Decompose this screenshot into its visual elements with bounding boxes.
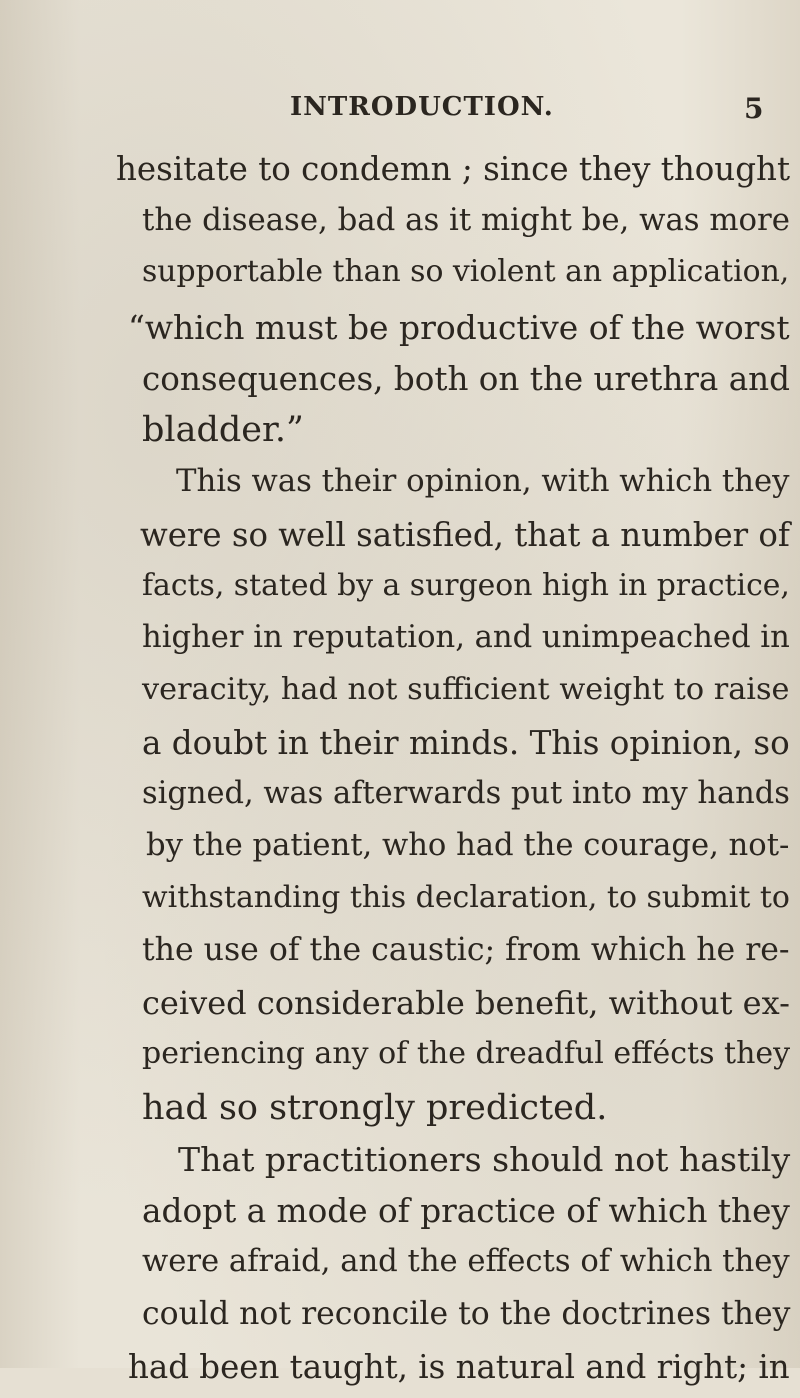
text-line: higher in reputation, and unimpeached in xyxy=(142,620,790,655)
text-line: facts, stated by a surgeon high in practice, xyxy=(142,568,790,603)
text-line: hesitate to condemn ; since they thought xyxy=(116,150,791,188)
text-line: consequences, both on the urethra and xyxy=(142,360,790,398)
text-line: This was their opinion, with which they xyxy=(176,464,790,499)
text-line: supportable than so violent an application, xyxy=(142,254,790,289)
text-line: were so well satisfied, that a number of xyxy=(140,516,790,554)
page-number: 5 xyxy=(744,92,764,125)
text-line: could not reconcile to the doctrines they xyxy=(142,1296,791,1332)
page-header xyxy=(0,92,800,132)
text-line: veracity, had not sufficient weight to raise xyxy=(142,672,790,707)
text-line: ceived considerable benefit, without ex- xyxy=(142,984,790,1022)
text-line: the use of the caustic; from which he re- xyxy=(142,932,790,968)
text-line: a doubt in their minds. This opinion, so xyxy=(142,724,790,762)
text-line: the disease, bad as it might be, was more xyxy=(142,202,790,238)
text-line: were afraid, and the effects of which they xyxy=(142,1244,790,1279)
text-line: withstanding this declaration, to submit to xyxy=(142,880,790,915)
text-line: periencing any of the dreadful effécts they xyxy=(142,1036,791,1071)
running-head: INTRODUCTION. xyxy=(290,92,554,122)
text-line: That practitioners should not hastily xyxy=(178,1140,791,1179)
text-line: had been taught, is natural and right; in xyxy=(128,1348,790,1386)
text-line: by the patient, who had the courage, not- xyxy=(146,828,790,863)
text-line: “which must be productive of the worst xyxy=(128,308,790,347)
text-line: adopt a mode of practice of which they xyxy=(142,1192,790,1230)
text-line: bladder.” xyxy=(142,410,304,450)
text-line: had so strongly predicted. xyxy=(142,1088,608,1128)
text-line: signed, was afterwards put into my hands xyxy=(142,776,790,811)
